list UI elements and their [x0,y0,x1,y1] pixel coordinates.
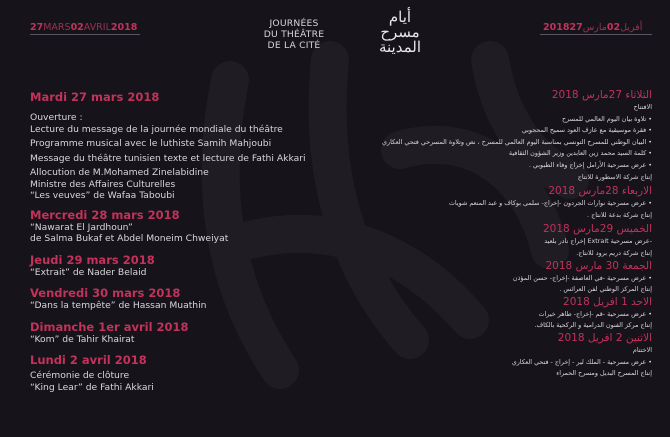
day-heading: Mardi 27 mars 2018 [30,90,160,104]
program-line: الاختتام [632,345,652,354]
day-heading: الثلاثاء 27مارس 2018 [551,89,652,101]
title-line: DU THÉÂTRE [263,29,325,40]
program-line: Allocution de M.Mohamed Zinelabidine [30,167,209,178]
day-heading: الاربعاء 28مارس 2018 [548,185,652,198]
program-line: • تلاوة بيان اليوم العالمي للمسرح [561,114,652,123]
day-heading: Dimanche 1er avril 2018 [30,319,189,334]
day-heading: Jeudi 29 mars 2018 [30,252,155,267]
program-line: -عرض مسرحية Extrait إخراج نادر بلعيد [544,237,652,246]
festival-logo: أيام مسرح المدينة [378,8,422,56]
program-line: • البيان الوطني للمسرح التونسي بمناسبة اليوم العالمي للمسرح ، نص وتلاوة المسرحي فتحي العكاري [382,137,652,146]
program-line: الافتتاح [633,103,652,111]
program-line: • عرض مسرحية -في العاصفة -إخراج- حسن المؤذن [512,273,652,282]
program-line: • كلمة السيد محمد زين العابدين وزير الشؤون الثقافية [508,149,652,158]
header-rule-right [540,34,652,35]
program-line: Ministre des Affaires Culturelles [30,178,176,190]
header-date-right: 2018 أفريل02مارس27 [543,22,643,33]
festival-title [248,18,340,51]
program-line: • عرض مسرحية - الملك لير - إخراج - فتحي العكاري [511,357,652,366]
program-line: “Les veuves” de Wafaa Taboubi [30,190,175,201]
program-line: • فقرة موسيقية مع عازف العود سميح المحجوبي [521,126,652,135]
header-rule-left [30,34,140,35]
day-heading: الخميس 29مارس 2018 [542,223,652,236]
day-heading: Lundi 2 avril 2018 [30,353,147,367]
program-line: “Dans la tempête” de Hassan Muathin [30,300,207,311]
program-line: “Nawarat El Jardhoun” [30,221,133,233]
program-line: “Extrait” de Nader Belaid [30,266,147,278]
program-line: إنتاج شركة الاسطورة للانتاج [577,172,652,181]
title-line: JOURNÉES [269,18,319,29]
arabic-program [332,89,652,380]
program-line: de Salma Bukaf et Abdel Moneim Chweiyat [30,233,229,244]
program-line: Lecture du message de la journée mondiale du théâtre [30,123,283,135]
program-line: إنتاج شركة دريم برود للانتاج. [576,248,652,257]
program-line: • عرض مسرحية نوارات الجردون -إخراج- سلمى بوكاف و عبد المنعم شويات [448,199,652,208]
program-line: إنتاج المسرح البديل ومسرح الحمراء [556,369,652,378]
program-line: Ouverture : [30,112,83,123]
program-line: “Kom” de Tahir Khairat [30,333,135,345]
header-date-left: 27MARS02AVRIL2018 [30,22,138,33]
day-heading: الجمعة 30 مارس 2018 [545,259,652,272]
program-line: Message du théâtre tunisien texte et lecture de Fathi Akkari [30,152,306,164]
french-program [30,90,330,393]
program-line: إنتاج شركة بدعة للانتاج . [587,210,652,219]
day-heading: Vendredi 30 mars 2018 [30,286,181,300]
program-line: Cérémonie de clôture [30,370,130,381]
day-heading: الاثنين 2 افريل 2018 [557,331,652,344]
day-heading: الاحد 1 افريل 2018 [563,295,652,308]
program-line: إنتاج المركز الوطني لفن العرائس . [559,285,652,294]
program-line: • عرض مسرحية -قم -إخراج- طاهر خيرات [538,309,652,318]
program-line: Programme musical avec le luthiste Samih Mahjoubi [30,138,272,149]
day-heading: Mercredi 28 mars 2018 [30,207,180,222]
program-line: إنتاج مركز الفنون الدرامية و الركحية بالكاف. [534,321,652,330]
program-line: “King Lear” de Fathi Akkari [30,381,154,393]
title-line: DE LA CITÉ [267,40,321,51]
program-line: • عرض مسرحية الأرامل إخراج وفاء الطبوبي . [528,160,652,169]
